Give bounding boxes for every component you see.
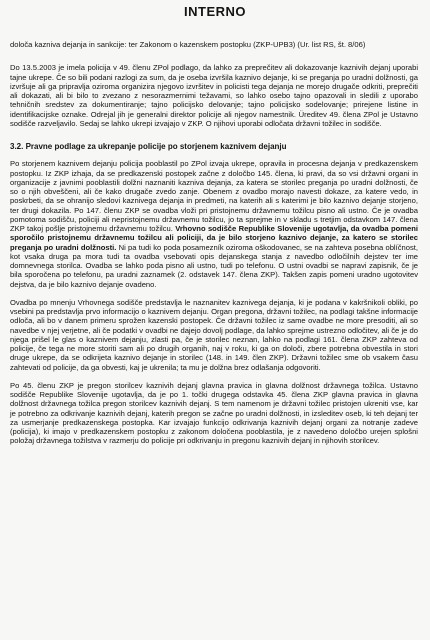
section-heading: 3.2. Pravne podlage za ukrepanje policije po storjenem kaznivem dejanju: [10, 142, 287, 151]
procedure-text: Po storjenem kaznivem dejanju policija pooblastil po ZPol izvaja ukrepe, opravila in procesna dejanja v predkazenskem postopku. Iz ZKP izhaja, da se predkazenski postopek začne z določbo 145. člena, ki pravi, da so vsi državni organi in organizacije z javnimi pooblastili dolžni naznaniti kazniva dejanja, za katera se storilec preganja po uradni dolžnosti, če so o njih obveščeni, ali če kako drugače zvedo zanje. Obenem z ovadbo morajo navesti dokaze, za katere vedo, in poskrbeti, da se ohranijo sledovi kaznivega dejanja in predmeti, na katerih ali s katerimi je bilo kaznivo dejanje storjeno, ter drugi dokazila. Po 147. členu ZKP se ovadba vloži pri pristojnemu državnemu tožilcu pisno ali ustno. Če je ovadba pomotoma sodišču, policiji ali nepristojnemu državnemu tožilcu, jo ta sprejme in v skladu s tretjim odstavkom 147. člena ZKP takoj pošlje pristojnemu državnemu tožilcu.: [10, 159, 418, 233]
paragraph-report-meaning: Ovadba po mnenju Vrhovnega sodišče predstavlja le naznanitev kaznivega dejanja, ki je podana v kakršnikoli obliki, po vsebini pa predstavlja prvo informacijo o kaznivem dejanju. Organ pregona, državni tožilec, na podlagi takšne informacije odloča, ali bo v danem primeru sprožen kazenski postopek. Če državni tožilec iz same ovadbe ne more presoditi, ali so navedbe v njej verjetne, ali če podatki v ovadbi ne dajejo dovolj podlage, da lahko sprejme ustrezno odločitev, ali če je do njega prišel le glas o kaznivem dejanju, zlasti pa, če je storilec neznan, lahko na podlagi 161. člena ZKP zahteva od policije, če tega ne more storiti sam ali po drugih organih, naj v roku, ki ga on določi, zbere potrebna obvestila in stori druge ukrepe, da se odkrijeta kaznivo dejanje in storilec (148. in 149. člen ZKP). Državni tožilec sme ob vsakem času zahtevati od policije, da ga obvesti, kaj je ukrenila; ta mu je dolžna brez odlašanja odgovoriti.: [10, 297, 418, 372]
paragraph-history: Do 13.5.2003 je imela policija v 49. členu ZPol podlago, da lahko za preprečitev ali dokazovanje kaznivih dejanj uporabi tajne ukrepe. Če so bili podani razlogi za sum, da je oseba izvršila kaznivo dejanje, ki se preganja po uradni dolžnosti, ga izvršuje ali ga pripravlja oziroma organizira njegovo izvršitev in policisti tega dejanja ne morejo drugače odkriti, preprečiti ali dokazati, ali bi bilo to zvezano z nesorazmernimi težavami, so lahko osebo tajno opazovali in sledili z uporabo tehničnih sredstev za dokumentiranje; tajno policijsko delovanje; tajno policijsko sodelovanje; prirejene listine in identifikacijske oznake. Odrejal jih je generalni direktor policije ali njegov namestnik. Üreditev 49. člena ZPol je Ustavno sodišče razveljavilo. Sedaj se lahko ukrepi izvajajo v ZKP. O njihovi uporabi odločata državni tožilec in sodišče.: [10, 63, 418, 128]
procedure-continuation: Ni pa tudi ko poda posamezník oziroma oškodovanec, se na zahteva posebna oblíčnost, kot vsaka druga pa mora tudi ta ovadba vsebovati opis dejanskega stanja z navedbo odločilnih dejstev ter ime domnevnega storilca. Ovadba se lahko poda pisno ali ustno, tudi po telefonu. O ustni ovadbi se napravi zapisnik, če je bila sporočena po telefonu, pa uradni zaznamek (2. odstavek 147. člena ZKP). Takšen zapis pomeni uradno ugotovitev dejstva, da je bilo kaznivo dejanje ovadeno.: [10, 242, 418, 289]
supreme-court-statement: Vrhovno sodišče Republike Slovenije ugotavlja, da ovadba pomeni sporočilo pristojnemu državnemu tožilcu ali policiji, da je bilo storjeno kaznivo dejanje, za katero se storilec preganja po uradni dolžnosti.: [10, 224, 418, 252]
document-header: INTERNO: [184, 4, 246, 19]
document-body: [10, 40, 418, 455]
paragraph-procedure: [10, 159, 418, 289]
paragraph-prosecution: Po 45. členu ZKP je pregon storilcev kaznivih dejanj glavna pravica in glavna dolžnost državnega tožilca. Ustavno sodišče Republike Slovenije ugotavlja, da je po 1. točki drugega odstavka 45. člena ZKP glavna pravica in glavna dolžnost državnega tožilca pregon storilcev kaznivih dejanj. S tem namenom je državni tožilec pristojen ukreniti vse, kar je potrebno za odkrivanje kaznivih dejanj, katerih pregon se začne po uradni dolžnosti, in izsleditev oseb, ki teh dejanj ter za usmerjanje predkazenskega postopka. Kar izvajajo funkcijo odkrivanja kaznivih dejanj organi za notranje zadeve (policija), ki imajo v predkazenskem postopku z zakonom določena pooblastila, je z navedeno določbo urejen splošni položaj državnega tožilstva v razmerju do policije pri odkrivanju in pregonu kaznivih dejanj in njihovih storilcev.: [10, 380, 418, 446]
paragraph-intro: določa kaznivа dejanja in sankcije: ter Zakonom o kazenskem postopku (ZKP-UPB3) (Ur. list RS, št. 8/06): [10, 40, 366, 49]
